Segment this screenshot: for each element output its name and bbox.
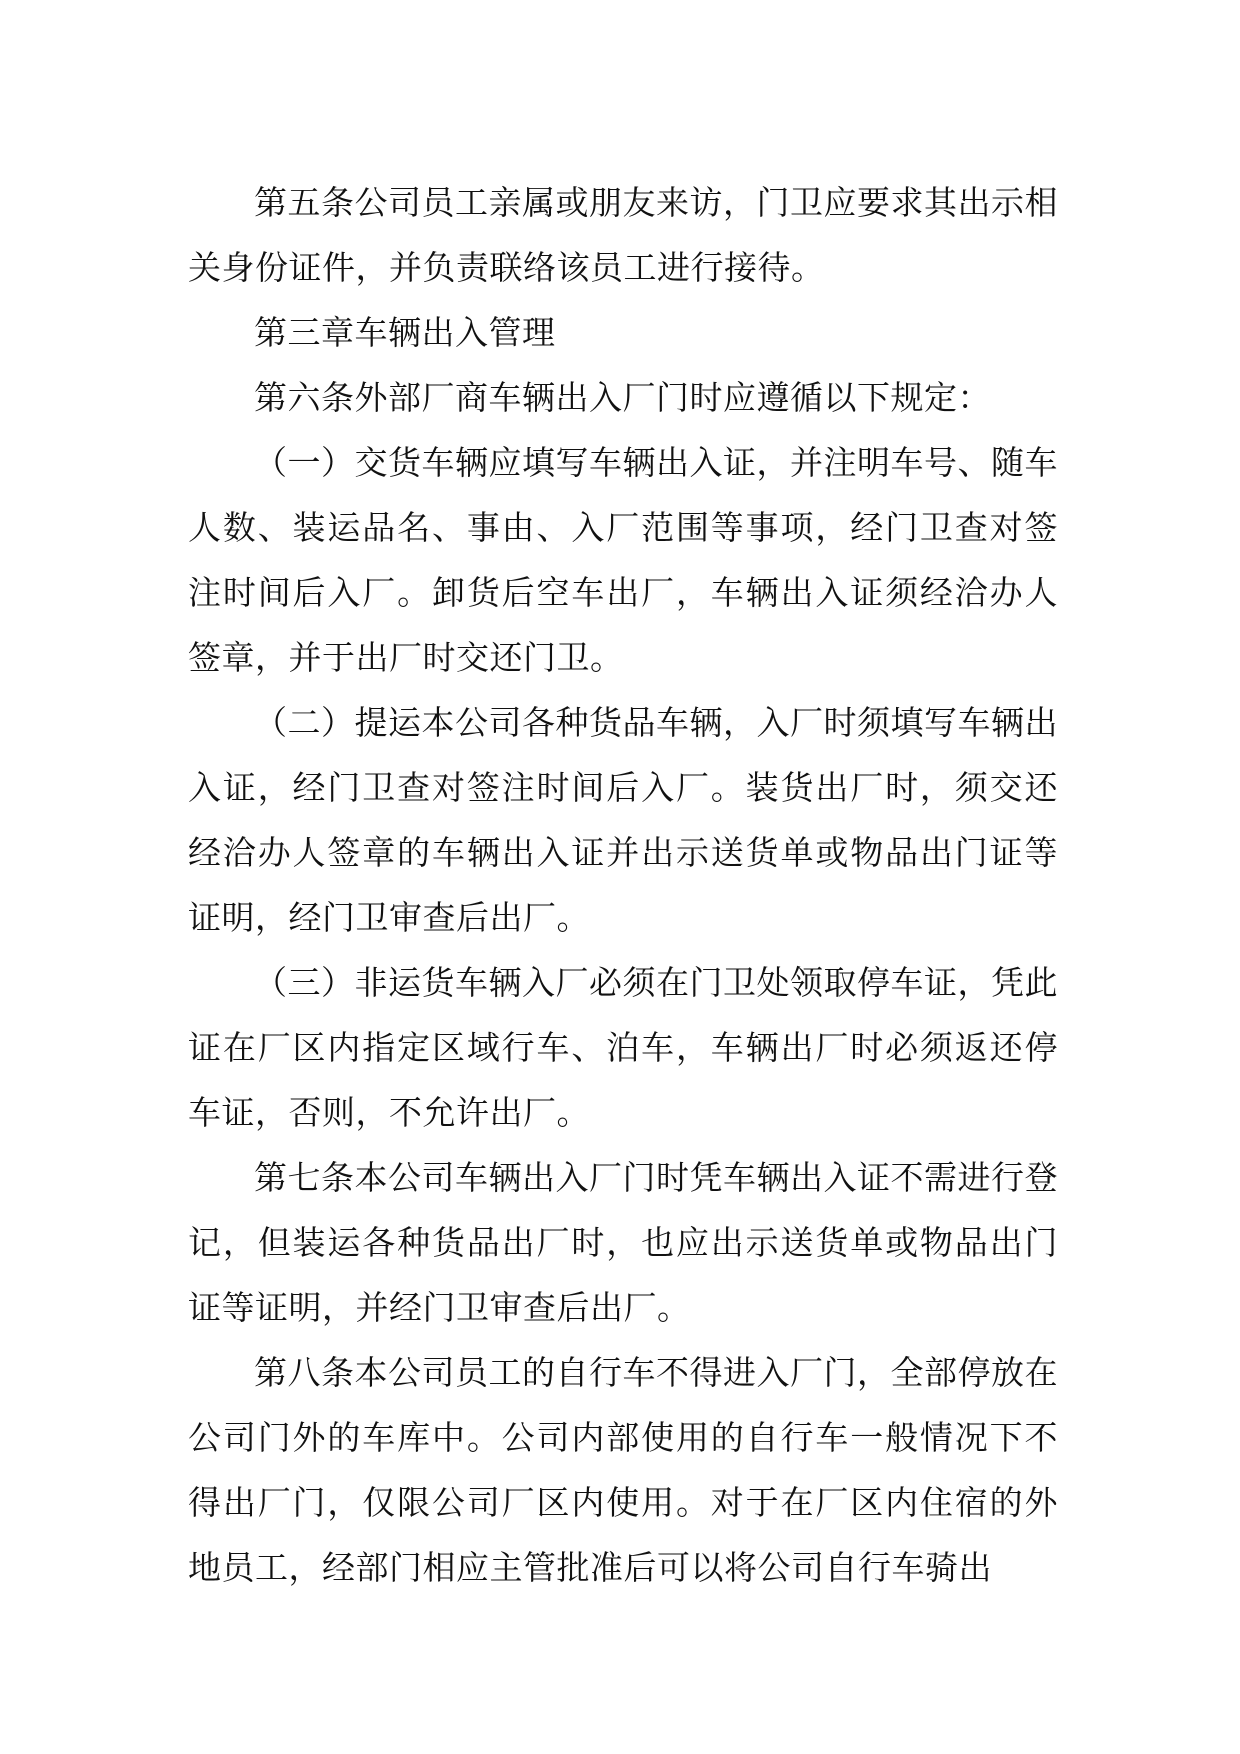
document-body <box>188 170 1058 1600</box>
article-5-paragraph: 第五条公司员工亲属或朋友来访，门卫应要求其出示相关身份证件，并负责联络该员工进行接待。 <box>188 183 1058 287</box>
article-6-paragraph: 第六条外部厂商车辆出入厂门时应遵循以下规定： <box>254 378 991 417</box>
article-6-item-2: （二）提运本公司各种货品车辆，入厂时须填写车辆出入证，经门卫查对签注时间后入厂。装货出厂时，须交还经洽办人签章的车辆出入证并出示送货单或物品出门证等证明，经门卫审查后出厂。 <box>188 703 1058 937</box>
chapter-3-heading: 第三章车辆出入管理 <box>254 313 556 352</box>
article-7-paragraph: 第七条本公司车辆出入厂门时凭车辆出入证不需进行登记，但装运各种货品出厂时，也应出示送货单或物品出门证等证明，并经门卫审查后出厂。 <box>188 1158 1058 1327</box>
article-8-paragraph: 第八条本公司员工的自行车不得进入厂门，全部停放在公司门外的车库中。公司内部使用的自行车一般情况下不得出厂门，仅限公司厂区内使用。对于在厂区内住宿的外地员工，经部门相应主管批准后可以将公司自行车骑出 <box>188 1353 1058 1587</box>
article-6-item-3: （三）非运货车辆入厂必须在门卫处领取停车证，凭此证在厂区内指定区域行车、泊车，车辆出厂时必须返还停车证，否则，不允许出厂。 <box>188 963 1058 1132</box>
article-6-item-1: （一）交货车辆应填写车辆出入证，并注明车号、随车人数、装运品名、事由、入厂范围等事项，经门卫查对签注时间后入厂。卸货后空车出厂，车辆出入证须经洽办人签章，并于出厂时交还门卫。 <box>188 443 1058 677</box>
